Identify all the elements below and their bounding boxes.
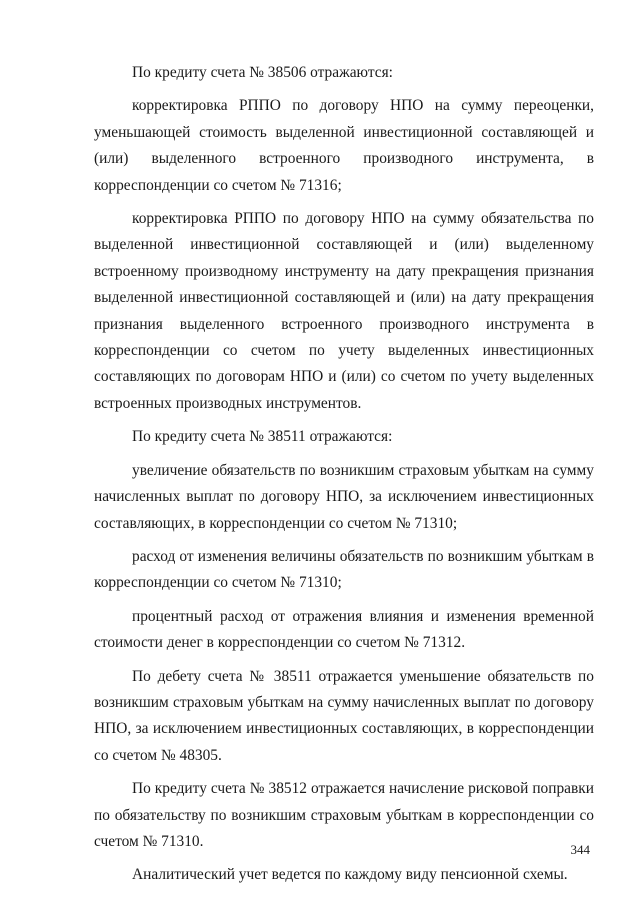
paragraph-analytical-accounting: Аналитический учет ведется по каждому виду пенсионной схемы. xyxy=(132,866,568,884)
paragraph-expense-change: расход от изменения величины обязательств по возникшим убыткам в корреспонденции со счетом № 71310; xyxy=(94,547,594,592)
paragraph-credit-38512: По кредиту счета № 38512 отражается начисление рисковой поправки по обязательству по возникшим страховым убыткам в корреспонденции со счетом № 71310. xyxy=(94,780,594,850)
paragraph-obligation-increase: увеличение обязательств по возникшим страховым убыткам на сумму начисленных выплат по договору НПО, за исключением инвестиционных составляющих, в корреспонденции со счетом № 71310; xyxy=(94,461,594,532)
page-number: 344 xyxy=(570,842,590,857)
paragraph-rppo-obligation: корректировка РППО по договору НПО на сумму обязательства по выделенной инвестиционной составляющей и (или) выделенному встроенному производному инструменту на дату прекращения признания выделенной инвестиционной составляющей и (или) на дату прекращения признания выделенного встроенного производного инструмента в корреспонденции со счетом по учету выделенных инвестиционных составляющих по договорам НПО и (или) со счетом по учету выделенных встроенных производных инструментов. xyxy=(94,210,594,412)
document-body xyxy=(94,60,594,896)
paragraph-debit-38511: По дебету счета № 38511 отражается уменьшение обязательств по возникшим страховым убыткам на сумму начисленных выплат по договору НПО, за исключением инвестиционных составляющих, в корреспонденции со счетом № 48305. xyxy=(94,667,594,764)
paragraph-interest-expense: процентный расход от отражения влияния и изменения временной стоимости денег в корреспонденции со счетом № 71312. xyxy=(94,607,594,652)
paragraph-credit-38511-heading: По кредиту счета № 38511 отражаются: xyxy=(132,428,393,446)
paragraph-credit-38506-heading: По кредиту счета № 38506 отражаются: xyxy=(132,64,393,81)
paragraph-rppo-revaluation: корректировка РППО по договору НПО на сумму переоценки, уменьшающей стоимость выделенной инвестиционной составляющей и (или) выделенного встроенного производного инструмента, в корреспонденции со счетом № 71316; xyxy=(94,97,594,194)
